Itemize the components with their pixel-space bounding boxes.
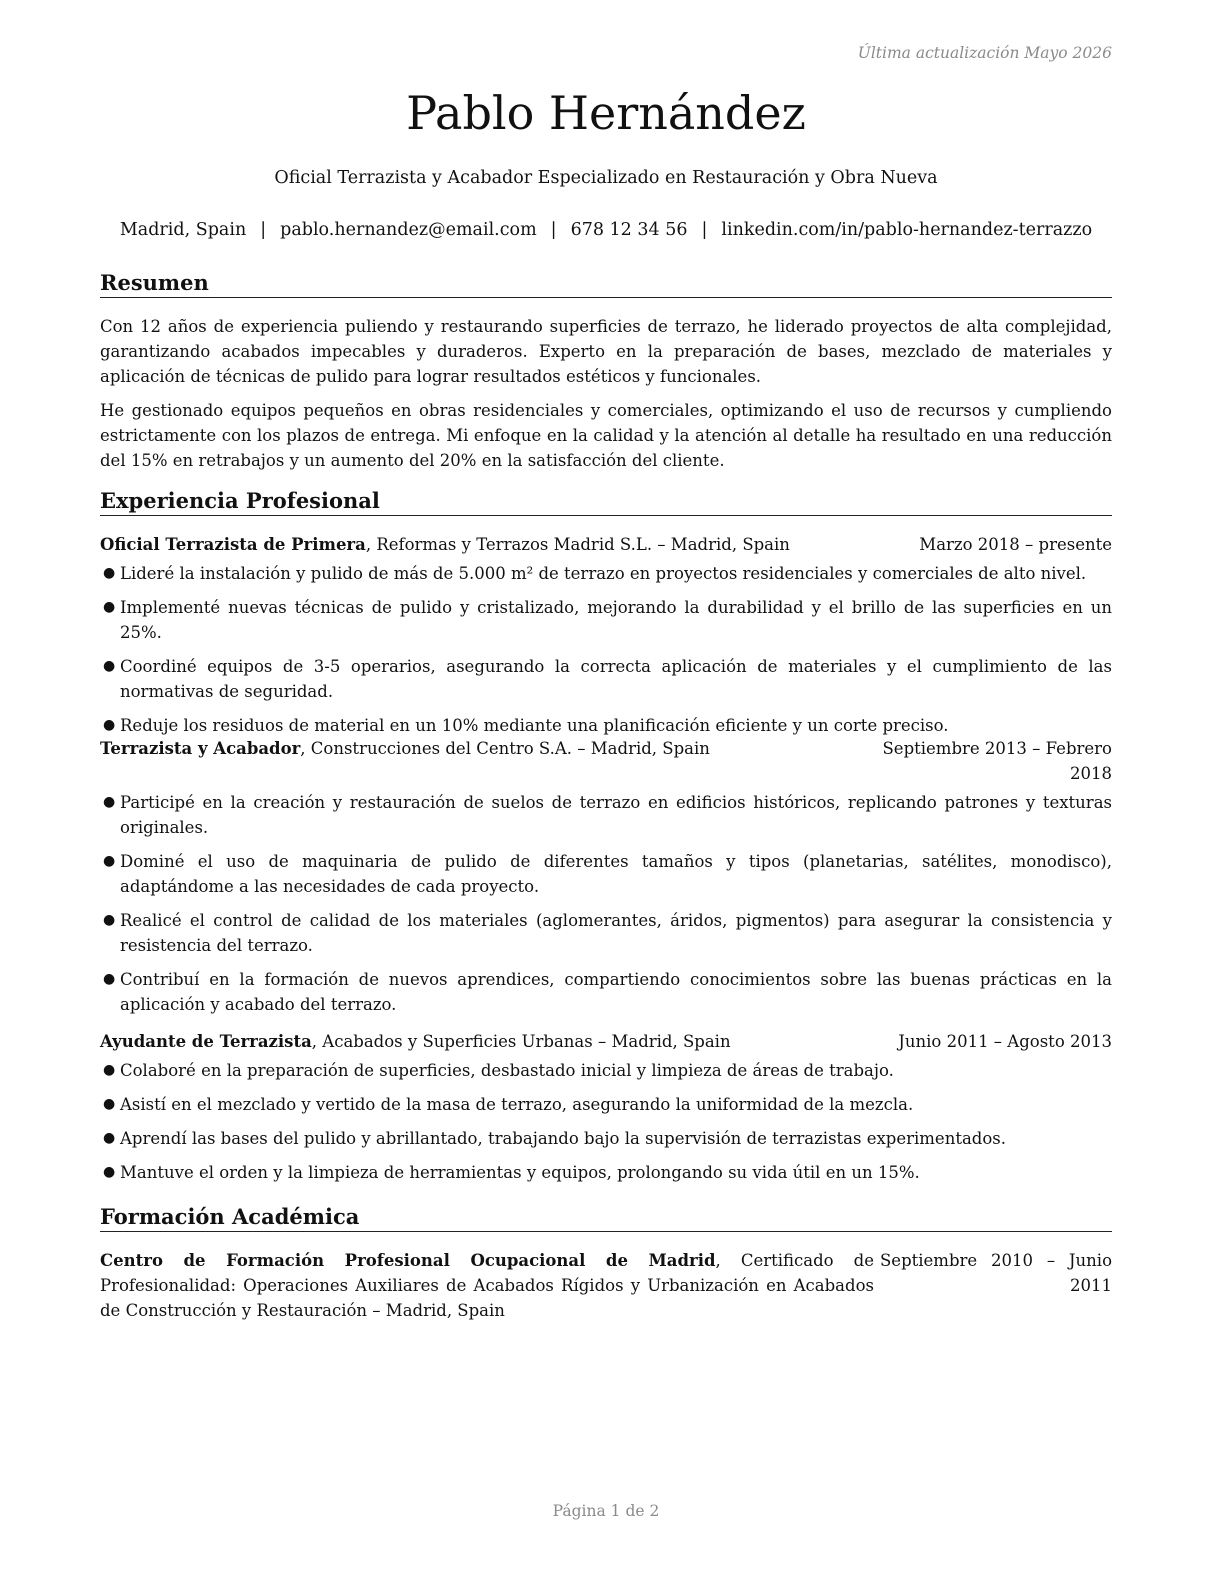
job-header	[100, 736, 1112, 783]
contact-separator: |	[260, 220, 267, 240]
education-entry	[100, 1248, 1112, 1323]
list-item: ● Lideré la instalación y pulido de más de 5.000 m² de terrazo en proyectos residenciales y comerciales de alto nivel.	[100, 561, 1112, 586]
job-entry	[100, 736, 1112, 1026]
bullet-icon: ●	[103, 1062, 116, 1078]
contact-line	[100, 220, 1112, 240]
contact-separator: |	[701, 220, 708, 240]
section-title-education: Formación Académica	[100, 1204, 1112, 1232]
education-detail: , Certificado de Profesionalidad: Operaciones Auxiliares de Acabados Rígidos y Urbanización en Acabados de Construcción y Restauración – Madrid, Spain	[100, 1251, 875, 1320]
contact-separator: |	[550, 220, 557, 240]
bullet-icon: ●	[103, 912, 116, 928]
summary-paragraph: He gestionado equipos pequeños en obras residenciales y comerciales, optimizando el uso de recursos y cumpliendo estrictamente con los plazos de entrega. Mi enfoque en la calidad y la atención al detalle ha resultado en una reducción del 15% en retrabajos y un aumento del 20% en la satisfacción del cliente.	[100, 401, 1112, 470]
list-item: ● Coordiné equipos de 3-5 operarios, asegurando la correcta aplicación de materiales y el cumplimiento de las normativas de seguridad.	[100, 654, 1112, 704]
section-title-experience: Experiencia Profesional	[100, 488, 1112, 516]
job-company: , Reformas y Terrazos Madrid S.L. – Madrid, Spain	[365, 535, 790, 554]
job-dates: Septiembre 2013 – Febrero 2018	[882, 739, 1112, 783]
bullet-icon: ●	[103, 1130, 116, 1146]
job-bullets	[100, 790, 1112, 1017]
bullet-icon: ●	[103, 565, 116, 581]
bullet-icon: ●	[103, 794, 116, 810]
list-item: ● Aprendí las bases del pulido y abrillantado, trabajando bajo la supervisión de terrazistas experimentados.	[100, 1126, 1112, 1151]
job-role: Terrazista y Acabador	[100, 739, 301, 758]
list-item: ● Asistí en el mezclado y vertido de la masa de terrazo, asegurando la uniformidad de la mezcla.	[100, 1092, 1112, 1117]
list-item: ● Dominé el uso de maquinaria de pulido de diferentes tamaños y tipos (planetarias, satélites, monodisco), adaptándome a las necesidades de cada proyecto.	[100, 849, 1112, 899]
list-item: ● Reduje los residuos de material en un 10% mediante una planificación eficiente y un corte preciso.	[100, 713, 1112, 738]
list-item: ● Participé en la creación y restauración de suelos de terrazo en edificios históricos, replicando patrones y texturas originales.	[100, 790, 1112, 840]
list-item: ● Implementé nuevas técnicas de pulido y cristalizado, mejorando la durabilidad y el brillo de las superficies en un 25%.	[100, 595, 1112, 645]
candidate-name: Pablo Hernández	[406, 86, 806, 140]
job-entry	[100, 532, 1112, 747]
job-dates: Junio 2011 – Agosto 2013	[898, 1032, 1112, 1051]
contact-phone[interactable]: 678 12 34 56	[570, 220, 688, 240]
job-bullets	[100, 1058, 1112, 1185]
education-institution: Centro de Formación Profesional Ocupacional de Madrid	[100, 1251, 716, 1270]
list-item: ● Realicé el control de calidad de los materiales (aglomerantes, áridos, pigmentos) para asegurar la consistencia y resistencia del terrazo.	[100, 908, 1112, 958]
bullet-icon: ●	[103, 658, 116, 674]
job-dates: Marzo 2018 – presente	[919, 535, 1112, 554]
job-role: Ayudante de Terrazista	[100, 1032, 312, 1051]
bullet-icon: ●	[103, 1164, 116, 1180]
job-bullets	[100, 561, 1112, 738]
bullet-icon: ●	[103, 599, 116, 615]
list-item: ● Mantuve el orden y la limpieza de herramientas y equipos, prolongando su vida útil en un 15%.	[100, 1160, 1112, 1185]
contact-location: Madrid, Spain	[119, 220, 247, 240]
education-dates: Septiembre 2010 – Junio 2011	[880, 1251, 1112, 1295]
bullet-icon: ●	[103, 853, 116, 869]
job-entry	[100, 1029, 1112, 1194]
job-header	[100, 1029, 1112, 1054]
bullet-icon: ●	[103, 1096, 116, 1112]
job-role: Oficial Terrazista de Primera	[100, 535, 366, 554]
last-updated: Última actualización Mayo 2026	[857, 44, 1112, 62]
job-company: , Acabados y Superficies Urbanas – Madrid, Spain	[311, 1032, 731, 1051]
resume-page	[100, 0, 1112, 1584]
summary-paragraph: Con 12 años de experiencia puliendo y restaurando superficies de terrazo, he liderado proyectos de alta complejidad, garantizando acabados impecables y duraderos. Experto en la preparación de bases, mezclado de materiales y aplicación de técnicas de pulido para lograr resultados estéticos y funcionales.	[100, 317, 1112, 386]
page-number: Página 1 de 2	[552, 1502, 660, 1520]
section-title-summary: Resumen	[100, 270, 1112, 298]
contact-linkedin[interactable]: linkedin.com/in/pablo-hernandez-terrazzo	[721, 220, 1093, 240]
candidate-headline: Oficial Terrazista y Acabador Especializado en Restauración y Obra Nueva	[274, 168, 938, 188]
list-item: ● Contribuí en la formación de nuevos aprendices, compartiendo conocimientos sobre las buenas prácticas en la aplicación y acabado del terrazo.	[100, 967, 1112, 1017]
bullet-icon: ●	[103, 971, 116, 987]
list-item: ● Colaboré en la preparación de superficies, desbastado inicial y limpieza de áreas de trabajo.	[100, 1058, 1112, 1083]
bullet-icon: ●	[103, 717, 116, 733]
job-header	[100, 532, 1112, 557]
job-company: , Construcciones del Centro S.A. – Madrid, Spain	[300, 739, 710, 758]
contact-email[interactable]: pablo.hernandez@email.com	[280, 220, 537, 240]
